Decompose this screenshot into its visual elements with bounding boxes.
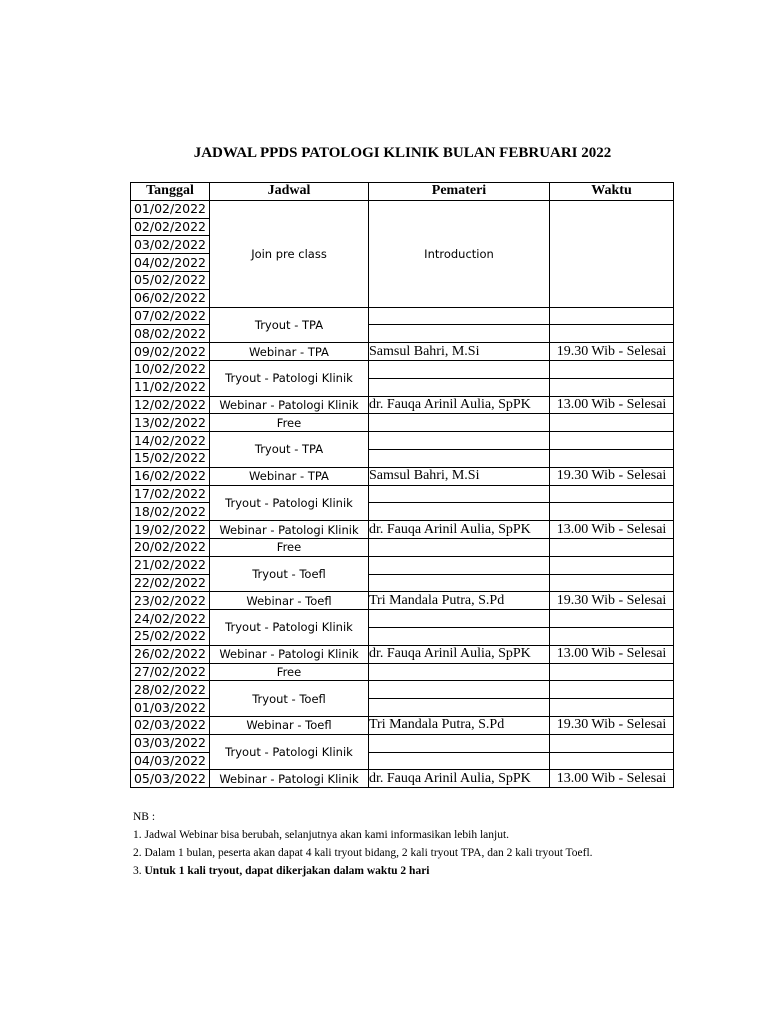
- date-cell: 23/02/2022: [131, 592, 210, 610]
- note-line-3-bold: Untuk 1 kali tryout, dapat dikerjakan dalam waktu 2 hari: [144, 865, 430, 877]
- waktu-cell: 19.30 Wib - Selesai: [550, 467, 674, 485]
- pemateri-cell: [369, 610, 550, 628]
- date-cell: 10/02/2022: [131, 360, 210, 378]
- jadwal-cell: Join pre class: [210, 200, 369, 307]
- pemateri-cell: [369, 681, 550, 699]
- header-jadwal: Jadwal: [210, 183, 369, 201]
- date-cell: 11/02/2022: [131, 378, 210, 396]
- date-cell: 06/02/2022: [131, 289, 210, 307]
- date-cell: 28/02/2022: [131, 681, 210, 699]
- notes-heading: NB :: [133, 811, 156, 823]
- date-cell: 01/03/2022: [131, 699, 210, 717]
- waktu-cell: 19.30 Wib - Selesai: [550, 716, 674, 734]
- header-waktu: Waktu: [550, 183, 674, 201]
- waktu-cell: 19.30 Wib - Selesai: [550, 343, 674, 361]
- pemateri-cell: [369, 307, 550, 325]
- table-row: [131, 645, 674, 663]
- date-cell: 03/03/2022: [131, 734, 210, 752]
- jadwal-cell: Webinar - Patologi Klinik: [210, 770, 369, 788]
- pemateri-cell: dr. Fauqa Arinil Aulia, SpPK: [369, 396, 550, 414]
- date-cell: 14/02/2022: [131, 432, 210, 450]
- table-row: [131, 343, 674, 361]
- jadwal-cell: Tryout - TPA: [210, 307, 369, 343]
- date-cell: 04/02/2022: [131, 254, 210, 272]
- table-row: [131, 521, 674, 539]
- jadwal-cell: Tryout - TPA: [210, 432, 369, 468]
- pemateri-cell: [369, 360, 550, 378]
- pemateri-cell: Samsul Bahri, M.Si: [369, 343, 550, 361]
- pemateri-cell: [369, 432, 550, 450]
- date-cell: 27/02/2022: [131, 663, 210, 681]
- table-row: [131, 200, 674, 218]
- jadwal-cell: Webinar - Toefl: [210, 716, 369, 734]
- jadwal-cell: Tryout - Patologi Klinik: [210, 734, 369, 770]
- waktu-cell: [550, 360, 674, 378]
- date-cell: 19/02/2022: [131, 521, 210, 539]
- waktu-cell: 19.30 Wib - Selesai: [550, 592, 674, 610]
- header-tanggal: Tanggal: [131, 183, 210, 201]
- pemateri-cell: [369, 663, 550, 681]
- date-cell: 12/02/2022: [131, 396, 210, 414]
- schedule-table: [130, 182, 674, 788]
- date-cell: 22/02/2022: [131, 574, 210, 592]
- date-cell: 21/02/2022: [131, 556, 210, 574]
- waktu-cell: [550, 574, 674, 592]
- pemateri-cell: dr. Fauqa Arinil Aulia, SpPK: [369, 521, 550, 539]
- waktu-cell: [550, 538, 674, 556]
- date-cell: 05/02/2022: [131, 271, 210, 289]
- date-cell: 09/02/2022: [131, 343, 210, 361]
- date-cell: 24/02/2022: [131, 610, 210, 628]
- waktu-cell: [550, 556, 674, 574]
- pemateri-cell: Samsul Bahri, M.Si: [369, 467, 550, 485]
- table-row: [131, 538, 674, 556]
- table-row: [131, 716, 674, 734]
- jadwal-cell: Tryout - Toefl: [210, 681, 369, 717]
- waktu-cell: 13.00 Wib - Selesai: [550, 396, 674, 414]
- jadwal-cell: Free: [210, 414, 369, 432]
- jadwal-cell: Webinar - Patologi Klinik: [210, 645, 369, 663]
- notes-section: [133, 808, 593, 880]
- date-cell: 03/02/2022: [131, 236, 210, 254]
- page-title: JADWAL PPDS PATOLOGI KLINIK BULAN FEBRUARI 2022: [193, 145, 612, 161]
- jadwal-cell: Webinar - Patologi Klinik: [210, 521, 369, 539]
- waktu-cell: 13.00 Wib - Selesai: [550, 770, 674, 788]
- jadwal-cell: Tryout - Patologi Klinik: [210, 610, 369, 646]
- table-row: [131, 663, 674, 681]
- waktu-cell: [550, 307, 674, 325]
- note-line-3-prefix: 3.: [133, 865, 145, 877]
- table-header-row: [131, 183, 674, 201]
- pemateri-cell: [369, 574, 550, 592]
- jadwal-cell: Tryout - Patologi Klinik: [210, 485, 369, 521]
- pemateri-cell: [369, 627, 550, 645]
- date-cell: 25/02/2022: [131, 627, 210, 645]
- header-pemateri: Pemateri: [369, 183, 550, 201]
- pemateri-cell: Tri Mandala Putra, S.Pd: [369, 592, 550, 610]
- date-cell: 20/02/2022: [131, 538, 210, 556]
- date-cell: 18/02/2022: [131, 503, 210, 521]
- pemateri-cell: [369, 699, 550, 717]
- note-line-1: 1. Jadwal Webinar bisa berubah, selanjutnya akan kami informasikan lebih lanjut.: [133, 829, 510, 841]
- waktu-cell: [550, 503, 674, 521]
- waktu-cell: [550, 200, 674, 307]
- pemateri-cell: [369, 485, 550, 503]
- pemateri-cell: [369, 503, 550, 521]
- pemateri-cell: [369, 449, 550, 467]
- date-cell: 16/02/2022: [131, 467, 210, 485]
- waktu-cell: [550, 752, 674, 770]
- waktu-cell: [550, 734, 674, 752]
- jadwal-cell: Tryout - Patologi Klinik: [210, 360, 369, 396]
- date-cell: 17/02/2022: [131, 485, 210, 503]
- waktu-cell: 13.00 Wib - Selesai: [550, 521, 674, 539]
- note-line-2: 2. Dalam 1 bulan, peserta akan dapat 4 kali tryout bidang, 2 kali tryout TPA, dan 2 kali tryout Toefl.: [133, 847, 593, 859]
- jadwal-cell: Webinar - TPA: [210, 343, 369, 361]
- table-row: [131, 467, 674, 485]
- jadwal-cell: Free: [210, 663, 369, 681]
- table-row: [131, 681, 674, 699]
- table-row: [131, 485, 674, 503]
- waktu-cell: [550, 610, 674, 628]
- waktu-cell: [550, 485, 674, 503]
- pemateri-cell: [369, 414, 550, 432]
- pemateri-cell: dr. Fauqa Arinil Aulia, SpPK: [369, 645, 550, 663]
- table-row: [131, 556, 674, 574]
- pemateri-cell: [369, 556, 550, 574]
- table-row: [131, 610, 674, 628]
- waktu-cell: [550, 681, 674, 699]
- date-cell: 02/03/2022: [131, 716, 210, 734]
- date-cell: 15/02/2022: [131, 449, 210, 467]
- pemateri-cell: Introduction: [369, 200, 550, 307]
- pemateri-cell: [369, 752, 550, 770]
- waktu-cell: [550, 414, 674, 432]
- pemateri-cell: [369, 325, 550, 343]
- table-row: [131, 360, 674, 378]
- waktu-cell: [550, 449, 674, 467]
- table-row: [131, 396, 674, 414]
- date-cell: 08/02/2022: [131, 325, 210, 343]
- table-row: [131, 432, 674, 450]
- waktu-cell: [550, 663, 674, 681]
- waktu-cell: [550, 325, 674, 343]
- waktu-cell: [550, 378, 674, 396]
- jadwal-cell: Tryout - Toefl: [210, 556, 369, 592]
- table-row: [131, 734, 674, 752]
- pemateri-cell: dr. Fauqa Arinil Aulia, SpPK: [369, 770, 550, 788]
- waktu-cell: [550, 627, 674, 645]
- jadwal-cell: Webinar - TPA: [210, 467, 369, 485]
- date-cell: 04/03/2022: [131, 752, 210, 770]
- jadwal-cell: Webinar - Toefl: [210, 592, 369, 610]
- table-row: [131, 770, 674, 788]
- date-cell: 26/02/2022: [131, 645, 210, 663]
- table-row: [131, 592, 674, 610]
- pemateri-cell: [369, 378, 550, 396]
- waktu-cell: [550, 432, 674, 450]
- pemateri-cell: [369, 734, 550, 752]
- date-cell: 13/02/2022: [131, 414, 210, 432]
- waktu-cell: [550, 699, 674, 717]
- waktu-cell: 13.00 Wib - Selesai: [550, 645, 674, 663]
- date-cell: 05/03/2022: [131, 770, 210, 788]
- pemateri-cell: [369, 538, 550, 556]
- date-cell: 01/02/2022: [131, 200, 210, 218]
- note-line-3: [133, 862, 593, 880]
- pemateri-cell: Tri Mandala Putra, S.Pd: [369, 716, 550, 734]
- jadwal-cell: Webinar - Patologi Klinik: [210, 396, 369, 414]
- date-cell: 02/02/2022: [131, 218, 210, 236]
- table-row: [131, 307, 674, 325]
- table-row: [131, 414, 674, 432]
- jadwal-cell: Free: [210, 538, 369, 556]
- date-cell: 07/02/2022: [131, 307, 210, 325]
